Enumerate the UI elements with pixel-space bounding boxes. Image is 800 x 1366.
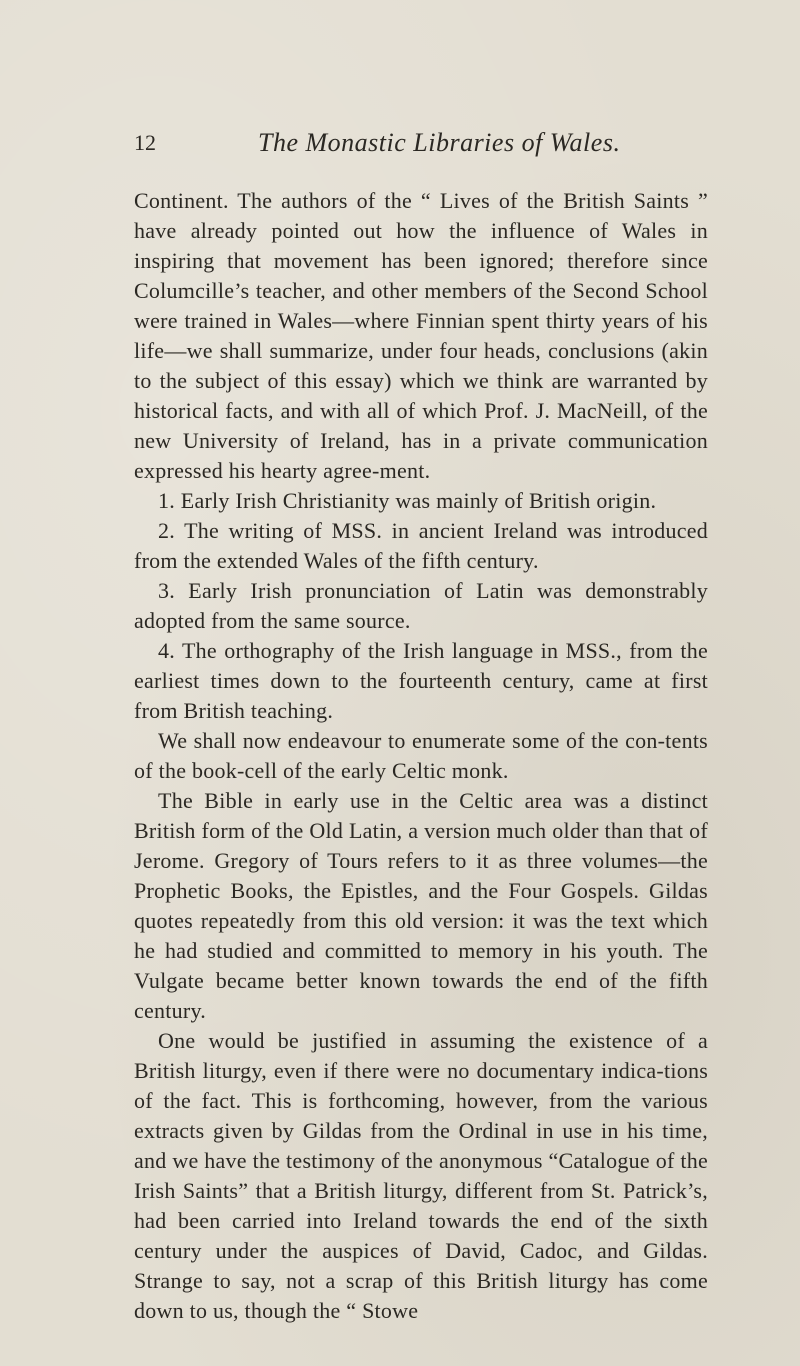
paragraph-continent: Continent. The authors of the “ Lives of the British Saints ” have already pointed out how the influence of Wales in inspiring that movement has been ignored; therefore since Columcille’s teacher, and other members of the Second School were trained in Wales—where Finnian spent thirty years of his life—we shall summarize, under four heads, conclusions (akin to the subject of this essay) which we think are warranted by historical facts, and with all of which Prof. J. MacNeill, of the new University of Ireland, has in a private communication expressed his hearty agree-ment. [134,188,708,483]
conclusion-3: 3. Early Irish pronunciation of Latin was demonstrably adopted from the same source. [134,578,708,633]
paragraph-book-cell: We shall now endeavour to enumerate some of the con-tents of the book-cell of the early Celtic monk. [134,728,708,783]
running-head [134,128,708,164]
paragraph-bible: The Bible in early use in the Celtic area was a distinct British form of the Old Latin, a version much older than that of Jerome. Gregory of Tours refers to it as three volumes—the Prophetic Books, the Epistles, and the Four Gospels. Gildas quotes repeatedly from this old version: it was the text which he had studied and committed to memory in his youth. The Vulgate became better known towards the end of the fifth century. [134,788,708,1023]
page-number: 12 [134,130,156,155]
conclusion-2: 2. The writing of MSS. in ancient Ireland was introduced from the extended Wales of the fifth century. [134,518,708,573]
paragraph-liturgy: One would be justified in assuming the existence of a British liturgy, even if there were no documentary indica-tions of the fact. This is forthcoming, however, from the various extracts given by Gildas from the Ordinal in use in his time, and we have the testimony of the anonymous “Catalogue of the Irish Saints” that a British liturgy, different from St. Patrick’s, had been carried into Ireland towards the end of the sixth century under the auspices of David, Cadoc, and Gildas. Strange to say, not a scrap of this British liturgy has come down to us, though the “ Stowe [134,1028,708,1323]
conclusion-4: 4. The orthography of the Irish language in MSS., from the earliest times down to the fourteenth century, came at first from British teaching. [134,638,708,723]
running-title: The Monastic Libraries of Wales. [258,128,621,157]
conclusion-1: 1. Early Irish Christianity was mainly of British origin. [158,488,657,513]
body-text [134,186,708,1326]
